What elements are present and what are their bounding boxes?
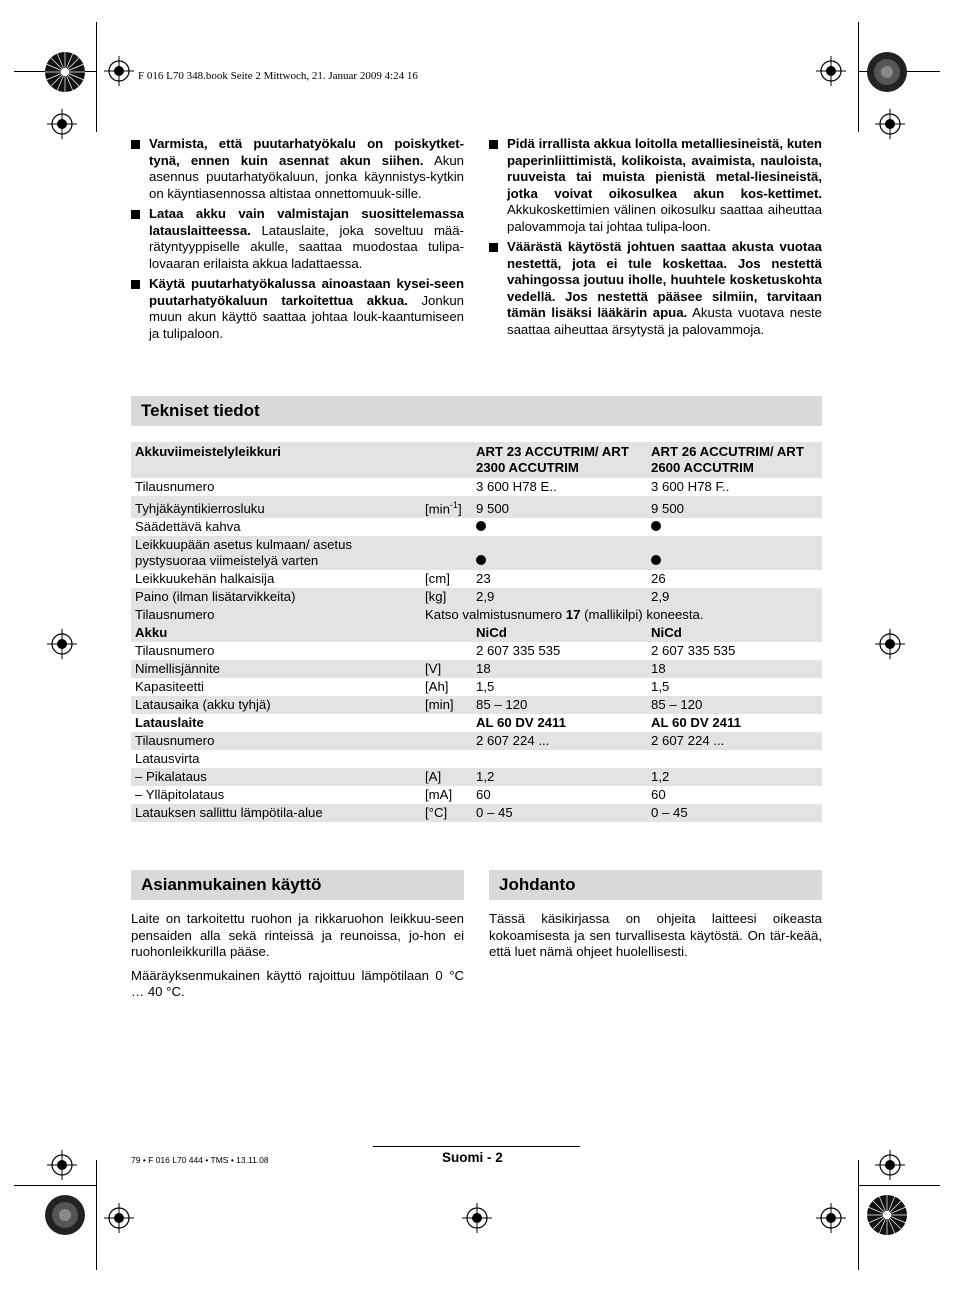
table-section-row [131, 624, 822, 642]
table-cell: 18 [647, 660, 822, 678]
table-cell [472, 750, 647, 768]
table-cell: 3 600 H78 E.. [476, 479, 557, 494]
table-row [131, 768, 822, 786]
crop-mark [858, 1185, 940, 1186]
table-cell: 1,5 [476, 679, 495, 695]
warning-item [489, 239, 822, 338]
table-cell: Latausvirta [135, 751, 200, 767]
table-cell [472, 518, 647, 536]
section-heading-tech: Tekniset tiedot [131, 396, 822, 426]
table-cell: [kg] [421, 588, 472, 606]
table-cell [421, 732, 472, 750]
table-cell [421, 518, 472, 536]
table-row [131, 518, 822, 536]
registration-target-icon [875, 629, 905, 659]
table-cell: 0 – 45 [647, 804, 822, 822]
table-cell [472, 536, 647, 570]
color-wheel-mark-icon [44, 1194, 86, 1236]
table-cell: – Ylläpitolataus [135, 787, 225, 803]
table-cell [421, 624, 472, 642]
crop-mark [858, 1160, 859, 1270]
registration-target-icon [47, 1150, 77, 1180]
table-cell: [mA] [425, 787, 453, 803]
table-cell: 2 607 335 535 [476, 643, 561, 659]
table-cell: Akku [131, 624, 421, 642]
table-row [131, 750, 822, 768]
table-section-row [131, 714, 822, 732]
table-cell: Leikkuupään asetus kulmaan/ asetus pystysuoraa viimeistelyä varten [131, 536, 421, 570]
table-cell: Akkuviimeistelyleikkuri [131, 442, 421, 478]
table-cell [647, 518, 822, 536]
warning-bold: Käytä puutarhatyökalussa ainoastaan kysei-seen puutarhatyökaluun tarkoitettua akkua. [149, 276, 464, 308]
bullet-dot-icon [476, 521, 486, 531]
table-header-row [131, 442, 822, 478]
warning-bold: Pidä irrallista akkua loitolla metalliesineistä, kuten paperinliittimistä, kolikoista, avaimista, nauloista, ruuveista tai muista pienistä metal-liesineistä, jotka voivat oikosulkea akun kos-kettimet. [507, 136, 822, 201]
bullet-square-icon [131, 210, 140, 219]
table-cell: 85 – 120 [472, 696, 647, 714]
bullet-square-icon [131, 280, 140, 289]
warning-item [131, 136, 464, 202]
table-cell: 2,9 [472, 588, 647, 606]
warning-text: Akun asennus puutarhatyökaluun, jonka käynnistys-kytkin on käyntiasennossa altistaa onnettomuuk-sille. [149, 152, 464, 201]
table-cell: Säädettävä kahva [135, 519, 241, 535]
table-cell: 18 [472, 660, 647, 678]
table-cell: Latauksen sallittu lämpötila-alue [131, 804, 421, 822]
table-cell: [°C] [421, 804, 472, 822]
bullet-square-icon [489, 243, 498, 252]
table-cell: 9 500 [472, 496, 647, 518]
warning-item [489, 136, 822, 235]
table-cell: NiCd [472, 624, 647, 642]
table-row [131, 536, 822, 570]
bullet-dot-icon [651, 555, 661, 565]
table-cell: 2,9 [647, 588, 822, 606]
table-cell: 0 – 45 [472, 804, 647, 822]
page-number: Suomi - 2 [442, 1150, 503, 1165]
bullet-square-icon [131, 140, 140, 149]
intended-use-text [131, 911, 464, 1008]
table-cell [647, 750, 822, 768]
paragraph: Määräyksenmukainen käyttö rajoittuu lämpötilaan 0 °C … 40 °C. [131, 967, 464, 999]
warning-text: Latauslaite, joka soveltuu mää-rätyntyyppiselle akulle, saattaa muodostaa tulipa-lovaaran erilaista akkua ladattaessa. [149, 222, 464, 271]
table-row [131, 786, 822, 804]
table-cell: ART 23 ACCUTRIM/ ART 2300 ACCUTRIM [472, 442, 647, 478]
table-cell: Tilausnumero [135, 643, 215, 659]
paragraph: Tässä käsikirjassa on ohjeita laitteesi oikeasta kokoamisesta ja sen turvallisesta käytöstä. On tär-keää, että luet nämä ohjeet huolellisesti. [489, 911, 822, 959]
table-cell: – Pikalataus [131, 768, 421, 786]
registration-target-icon [104, 56, 134, 86]
table-cell: 2 607 335 535 [651, 643, 736, 659]
table-cell: 1,2 [647, 768, 822, 786]
table-cell: Latauslaite [135, 715, 204, 731]
file-header: F 016 L70 348.book Seite 2 Mittwoch, 21. Januar 2009 4:24 16 [138, 70, 418, 82]
footer-divider [373, 1146, 580, 1147]
registration-target-icon [47, 109, 77, 139]
warning-bold: Lataa akku vain valmistajan suosittelemassa latauslaitteessa. [149, 206, 464, 238]
table-cell: [V] [421, 660, 472, 678]
warning-item [131, 276, 464, 342]
warnings-right [489, 136, 822, 342]
table-cell: [min] [421, 696, 472, 714]
table-row [131, 588, 822, 606]
table-row [131, 732, 822, 750]
warning-item [131, 206, 464, 272]
crop-mark [14, 1185, 96, 1186]
table-cell: 23 [476, 571, 491, 587]
warning-text: Jonkun muun akun käyttö saattaa johtaa louk-kaantumiseen ja tulipaloon. [149, 292, 464, 341]
table-cell [647, 536, 822, 570]
section-heading-intro: Johdanto [489, 870, 822, 900]
table-cell: 60 [651, 787, 666, 803]
table-cell: 3 600 H78 F.. [651, 479, 730, 494]
table-cell: [A] [421, 768, 472, 786]
table-cell: 26 [651, 571, 666, 587]
color-wheel-mark-icon [866, 1194, 908, 1236]
registration-target-icon [816, 1203, 846, 1233]
table-cell: $[\min^{-1}]$ [421, 496, 472, 518]
crop-mark [96, 22, 97, 132]
table-cell: Tyhjäkäyntikierrosluku [131, 496, 421, 518]
color-wheel-mark-icon [44, 51, 86, 93]
table-cell [421, 714, 472, 732]
table-cell: 9 500 [647, 496, 822, 518]
table-row [131, 570, 822, 588]
warnings-left [131, 136, 464, 346]
table-row [131, 660, 822, 678]
paragraph: Laite on tarkoitettu ruohon ja rikkaruohon leikkuu-seen pensaiden alla sekä rinteissä ja reunoissa, jo-hon ei ruohonleikkurilla pääse. [131, 911, 464, 959]
registration-target-icon [875, 1150, 905, 1180]
table-row [131, 642, 822, 660]
table-cell: 85 – 120 [647, 696, 822, 714]
table-cell [421, 642, 472, 660]
warning-text: Akkukoskettimien välinen oikosulku saattaa aiheuttaa palovammoja tai johtaa tulipa-loon. [507, 202, 822, 234]
table-cell: [Ah] [425, 679, 449, 695]
table-cell: AL 60 DV 2411 [651, 715, 741, 731]
table-row [131, 606, 822, 624]
table-row [131, 804, 822, 822]
warning-text: Akusta vuotava neste saattaa aiheuttaa ärsytystä ja palovammoja. [507, 305, 822, 337]
table-cell: Tilausnumero [135, 479, 215, 494]
warning-bold: Varmista, että puutarhatyökalu on poiskytket-tynä, ennen kuin asennat akun siihen. [149, 136, 464, 168]
table-cell [421, 442, 472, 478]
footer-code: 79 • F 016 L70 444 • TMS • 13.11.08 [131, 1155, 269, 1165]
warning-bold: Väärästä käytöstä johtuen saattaa akusta vuotaa nestettä, jota ei tule koskettaa. Jos nestettä vahingossa joutuu iholle, huuhtele kosketuskohta vedellä. Jos nestettä pääsee silmiin, tarvitaan tämän lisäksi lääkärin apua. [507, 239, 822, 320]
registration-target-icon [462, 1203, 492, 1233]
table-cell: [cm] [425, 571, 450, 587]
table-cell: ART 26 ACCUTRIM/ ART 2600 ACCUTRIM [647, 442, 822, 478]
table-cell: 2 607 224 ... [472, 732, 647, 750]
table-row [131, 696, 822, 714]
table-cell: 2 607 224 ... [647, 732, 822, 750]
table-cell [421, 478, 472, 496]
color-wheel-mark-icon [866, 51, 908, 93]
table-cell: 60 [476, 787, 491, 803]
bullet-square-icon [489, 140, 498, 149]
table-cell: Paino (ilman lisätarvikkeita) [131, 588, 421, 606]
spec-table [131, 442, 822, 822]
table-cell: 1,2 [472, 768, 647, 786]
bullet-dot-icon [651, 521, 661, 531]
table-cell: Leikkuukehän halkaisija [135, 571, 275, 587]
table-cell: NiCd [647, 624, 822, 642]
registration-target-icon [47, 629, 77, 659]
table-cell: Kapasiteetti [135, 679, 204, 695]
section-heading-intended-use: Asianmukainen käyttö [131, 870, 464, 900]
crop-mark [96, 1160, 97, 1270]
intro-text [489, 911, 822, 968]
table-cell: Tilausnumero [131, 732, 421, 750]
table-cell: Katso valmistusnumero 17 (mallikilpi) koneesta. [421, 606, 822, 624]
bullet-dot-icon [476, 555, 486, 565]
table-cell: Nimellisjännite [131, 660, 421, 678]
registration-target-icon [816, 56, 846, 86]
table-cell [421, 750, 472, 768]
table-cell: AL 60 DV 2411 [476, 715, 566, 731]
table-cell [421, 536, 472, 570]
table-row [131, 496, 822, 518]
table-cell: Tilausnumero [131, 606, 421, 624]
table-cell: 1,5 [651, 679, 670, 695]
registration-target-icon [104, 1203, 134, 1233]
crop-mark [858, 22, 859, 132]
table-row [131, 678, 822, 696]
registration-target-icon [875, 109, 905, 139]
table-cell: Latausaika (akku tyhjä) [131, 696, 421, 714]
table-row [131, 478, 822, 496]
